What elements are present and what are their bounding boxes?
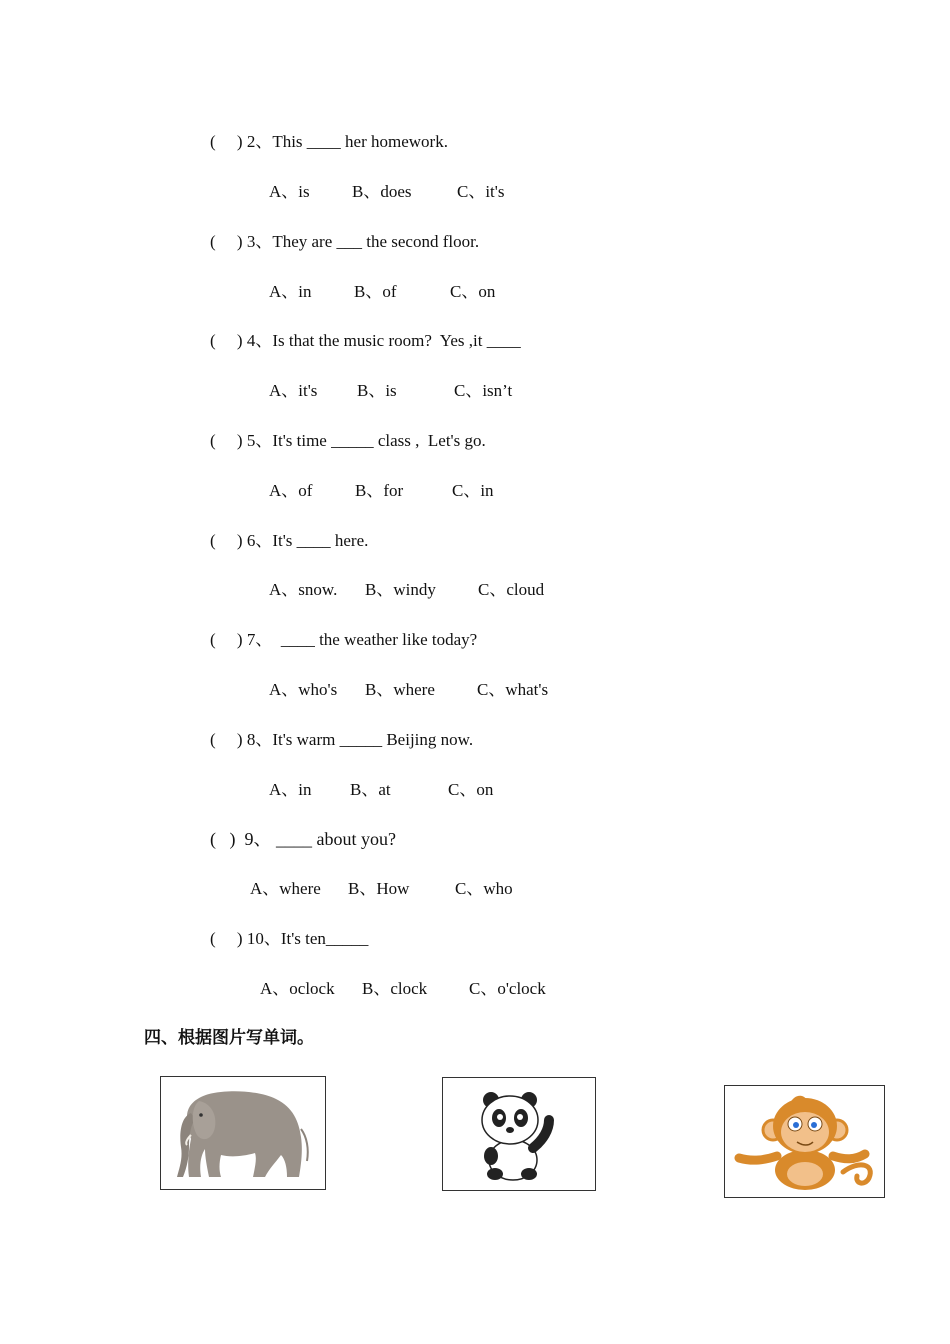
- monkey-picture: [724, 1085, 885, 1198]
- option-a: A、snow.: [269, 580, 338, 599]
- option-c: C、on: [448, 780, 494, 799]
- option-a: A、who's: [269, 680, 338, 699]
- panda-picture: [442, 1077, 596, 1191]
- option-b: B、at: [350, 780, 391, 799]
- question-5-options: [269, 481, 569, 501]
- question-9-stem: ( ) 9、 ____ about you?: [210, 829, 396, 849]
- option-a: A、in: [269, 282, 312, 301]
- elephant-icon: [161, 1077, 325, 1189]
- option-a: A、is: [269, 182, 310, 201]
- option-b: B、does: [352, 182, 412, 201]
- option-a: A、oclock: [260, 979, 335, 998]
- option-c: C、it's: [457, 182, 505, 201]
- option-b: B、where: [365, 680, 435, 699]
- question-7-stem: ( ) 7、 ____ the weather like today?: [210, 630, 478, 649]
- question-4-stem: ( ) 4、Is that the music room? Yes ,it ____: [210, 331, 521, 350]
- question-2-options: [269, 182, 569, 202]
- option-c: C、who: [455, 879, 513, 898]
- option-c: C、isn’t: [454, 381, 513, 400]
- question-8-stem: ( ) 8、It's warm _____ Beijing now.: [210, 730, 474, 749]
- question-3-options: [269, 282, 569, 302]
- option-b: B、for: [355, 481, 404, 500]
- question-8-options: [269, 780, 569, 800]
- option-c: C、in: [452, 481, 494, 500]
- question-10-options: [260, 979, 580, 999]
- option-a: A、it's: [269, 381, 318, 400]
- question-9-options: [250, 879, 550, 899]
- option-c: C、o'clock: [469, 979, 546, 998]
- option-b: B、of: [354, 282, 397, 301]
- option-c: C、cloud: [478, 580, 545, 599]
- panda-icon: [443, 1078, 595, 1190]
- option-a: A、where: [250, 879, 321, 898]
- option-c: C、what's: [477, 680, 549, 699]
- option-a: A、in: [269, 780, 312, 799]
- question-3-stem: ( ) 3、They are ___ the second floor.: [210, 232, 480, 251]
- option-b: B、clock: [362, 979, 428, 998]
- option-b: B、is: [357, 381, 397, 400]
- question-5-stem: ( ) 5、It's time _____ class , Let's go.: [210, 431, 486, 450]
- question-6-stem: ( ) 6、It's ____ here.: [210, 531, 369, 550]
- option-b: B、windy: [365, 580, 436, 599]
- option-a: A、of: [269, 481, 313, 500]
- monkey-icon: [725, 1086, 884, 1197]
- question-4-options: [269, 381, 569, 401]
- question-10-stem: ( ) 10、It's ten_____: [210, 929, 369, 948]
- option-c: C、on: [450, 282, 496, 301]
- option-b: B、How: [348, 879, 410, 898]
- question-7-options: [269, 680, 589, 700]
- elephant-picture: [160, 1076, 326, 1190]
- section-4-heading: 四、根据图片写单词。: [144, 1028, 314, 1048]
- question-2-stem: ( ) 2、This ____ her homework.: [210, 132, 448, 151]
- question-6-options: [269, 580, 589, 600]
